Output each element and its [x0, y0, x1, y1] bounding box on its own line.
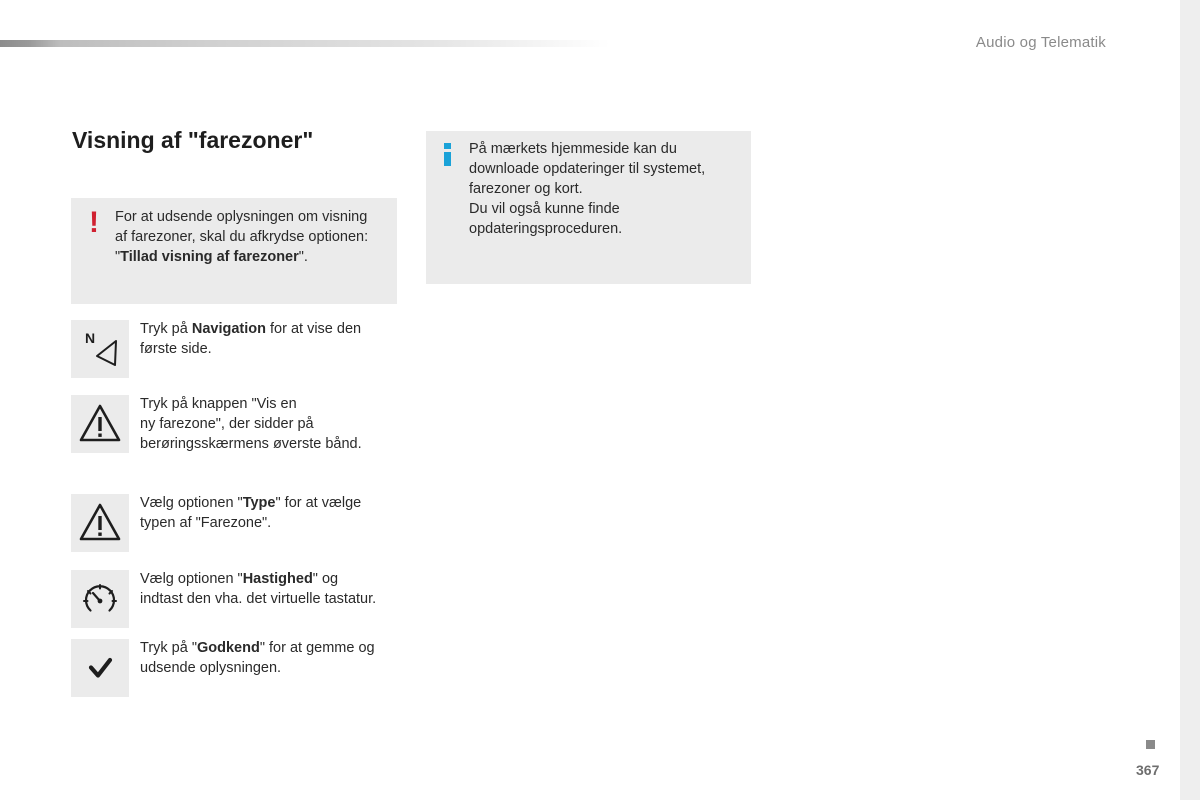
text-run: Tryk på "	[140, 640, 197, 656]
warning-line: For at udsende oplysningen om visning	[115, 209, 368, 225]
info-line: farezoner og kort.	[469, 181, 583, 197]
info-line: opdateringsproceduren.	[469, 221, 623, 237]
step-line	[140, 569, 402, 589]
page-number: 367	[1136, 762, 1160, 778]
info-line: På mærkets hjemmeside kan du	[469, 141, 677, 157]
option-name: Tillad visning af farezoner	[120, 249, 299, 265]
step-line: første side.	[140, 341, 212, 357]
quote-open: "	[115, 249, 121, 265]
text-run: " for at gemme og	[259, 640, 375, 656]
page-marker	[1146, 740, 1155, 749]
step-text	[140, 638, 402, 678]
info-note	[426, 131, 751, 284]
warning-triangle-icon	[71, 395, 129, 453]
info-note-text	[469, 139, 745, 239]
warning-triangle-icon	[71, 494, 129, 552]
step-line	[140, 493, 402, 513]
button-name: Godkend	[196, 640, 260, 656]
speedometer-icon	[71, 570, 129, 628]
header-rule	[0, 40, 610, 47]
checkmark-icon	[71, 639, 129, 697]
text-run: " og	[312, 571, 339, 587]
step-line: ny farezone", der sidder på	[140, 416, 314, 432]
text-run: Tryk på	[140, 321, 192, 337]
page-title: Visning af "farezoner"	[72, 127, 314, 153]
info-line: downloade opdateringer til systemet,	[469, 161, 706, 177]
info-icon	[441, 140, 455, 170]
step-line	[140, 319, 402, 339]
step-line: udsende oplysningen.	[140, 660, 282, 676]
warning-line	[115, 247, 391, 267]
section-title: Audio og Telematik	[975, 34, 1106, 51]
text-run: Vælg optionen "	[140, 571, 243, 587]
step-text	[140, 319, 402, 359]
option-name: Hastighed	[242, 571, 313, 587]
menu-name: Navigation	[191, 321, 266, 337]
page-edge-strip	[1180, 0, 1200, 800]
step-line: berøringsskærmens øverste bånd.	[140, 436, 362, 452]
step-text	[140, 493, 402, 533]
text-run: Vælg optionen "	[140, 495, 243, 511]
step-text	[140, 569, 402, 609]
step-text	[140, 394, 402, 454]
option-name: Type	[242, 495, 276, 511]
step-line	[140, 638, 402, 658]
text-run: for at vise den	[265, 321, 362, 337]
navigation-icon-letter: N	[85, 330, 96, 346]
warning-line: af farezoner, skal du afkrydse optionen:	[115, 229, 369, 245]
step-line: typen af "Farezone".	[140, 515, 272, 531]
warning-note	[71, 198, 397, 304]
step-line: Tryk på knappen "Vis en	[140, 396, 297, 412]
info-line: Du vil også kunne finde	[469, 201, 620, 217]
step-line: indtast den vha. det virtuelle tastatur.	[140, 591, 377, 607]
quote-close: ".	[298, 249, 308, 265]
exclamation-icon: !	[89, 206, 99, 239]
navigation-icon	[71, 320, 129, 378]
warning-note-text	[115, 207, 391, 267]
text-run: " for at vælge	[275, 495, 362, 511]
